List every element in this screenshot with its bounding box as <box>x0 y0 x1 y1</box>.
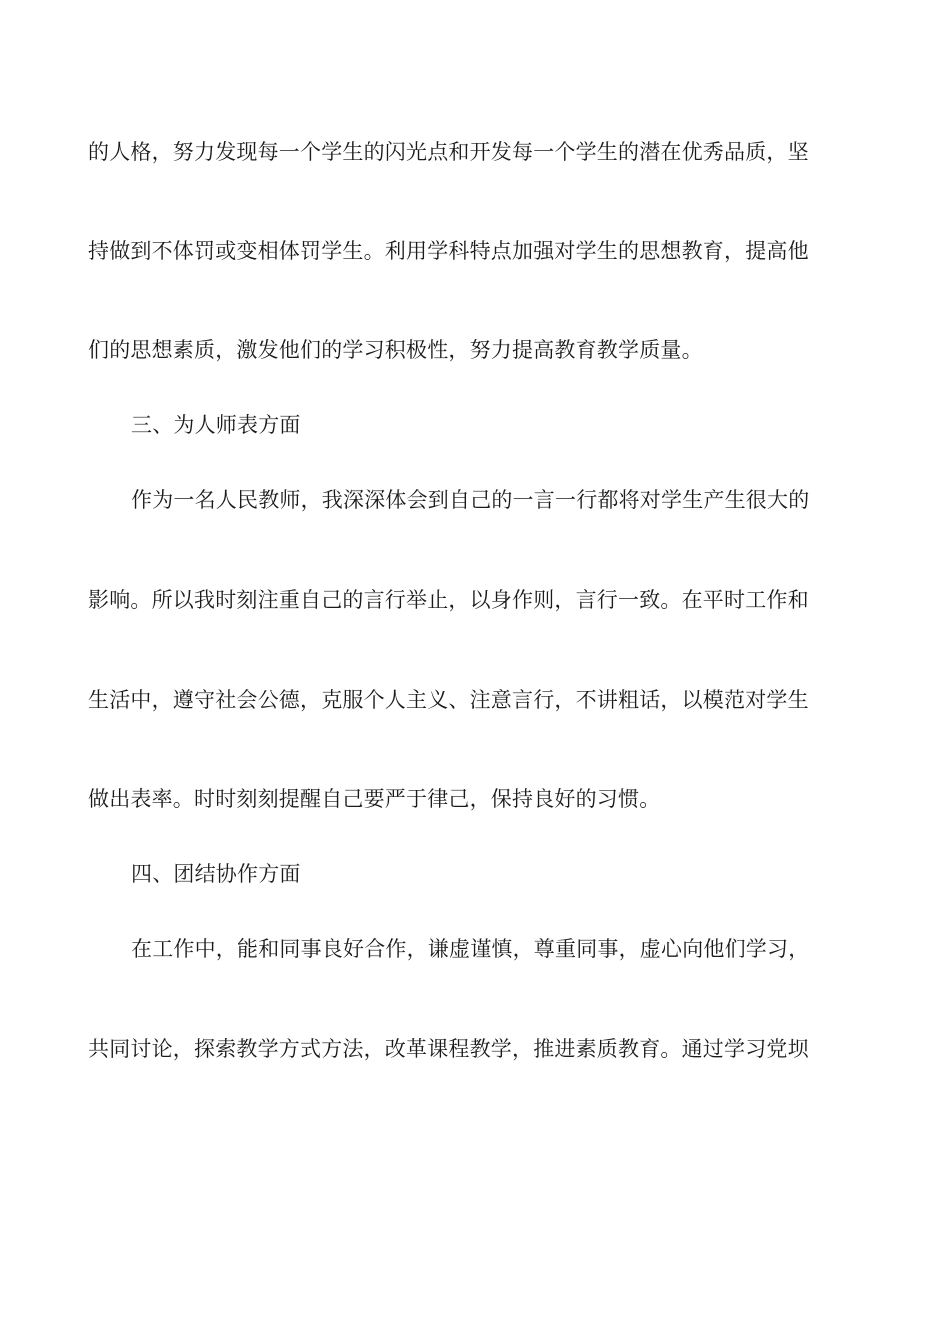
section-heading: 四、团结协作方面 <box>131 862 301 886</box>
paragraph-line: 影响。所以我时刻注重自己的言行举止，以身作则，言行一致。在平时工作和 <box>88 588 809 612</box>
paragraph-line: 作为一名人民教师，我深深体会到自己的一言一行都将对学生产生很大的 <box>131 488 810 512</box>
paragraph-line: 做出表率。时时刻刻提醒自己要严于律己，保持良好的习惯。 <box>88 787 661 811</box>
section-heading: 三、为人师表方面 <box>131 413 301 437</box>
paragraph-line: 生活中，遵守社会公德，克服个人主义、注意言行，不讲粗话，以模范对学生 <box>88 688 809 712</box>
paragraph-line: 持做到不体罚或变相体罚学生。利用学科特点加强对学生的思想教育，提高他 <box>88 239 809 263</box>
paragraph-line: 在工作中，能和同事良好合作，谦虚谨慎，尊重同事，虚心向他们学习， <box>131 937 810 961</box>
paragraph-line: 共同讨论，探索教学方式方法，改革课程教学，推进素质教育。通过学习党坝 <box>88 1037 809 1061</box>
paragraph-line: 们的思想素质，激发他们的学习积极性，努力提高教育教学质量。 <box>88 338 703 362</box>
paragraph-line: 的人格，努力发现每一个学生的闪光点和开发每一个学生的潜在优秀品质，坚 <box>88 140 809 164</box>
